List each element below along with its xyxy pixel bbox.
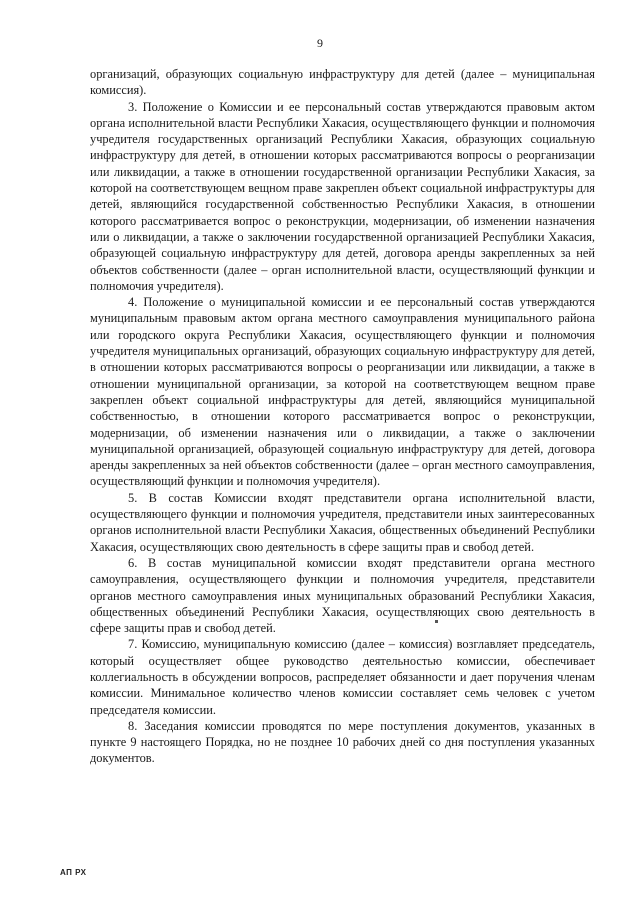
paragraph-4: 4. Положение о муниципальной комиссии и ее персональный состав утверждаются муниципальным правовым актом органа местного самоуправления муниципального района или городского округа Республики Хакасия, осуществляющего функции и полномочия учредителя муниципальных организаций, образующих социальную инфраструктуру для детей, в отношении которых рассматриваются вопросы о реорганизации или ликвидации, а также в отношении муниципальной организации, за которой на соответствующем вещном праве закреплен объект социальной инфраструктуры для детей, являющийся муниципальной собственностью, в отношении которого рассматривается вопрос о реконструкции, модернизации, об изменении назначения или о ликвидации, а также о заключении муниципальной организацией, образующей социальную инфраструктуру для детей, договора аренды закрепленных за ней объектов собственности (далее – орган местного самоуправления, осуществляющий функции и полномочия учредителя). [90, 295, 595, 489]
footer-mark: АП РХ [60, 868, 87, 877]
paragraph-3: 3. Положение о Комиссии и ее персональный состав утверждаются правовым актом органа исполнительной власти Республики Хакасия, осуществляющего функции и полномочия учредителя государственных организаций Республики Хакасия, образующих социальную инфраструктуру для детей, в отношении которых рассматриваются вопросы о реорганизации или ликвидации, а также в отношении государственной организации Республики Хакасия, за которой на соответствующем вещном праве закреплен объект социальной инфраструктуры для детей, являющийся государственной собственностью Республики Хакасия, в отношении которого рассматривается вопрос о реконструкции, модернизации, об изменении назначения или о ликвидации, а также о заключении государственной организацией Республики Хакасия, образующей социальную инфраструктуру для детей, договора аренды закрепленных за ней объектов собственности (далее – орган исполнительной власти, осуществляющий функции и полномочия учредителя). [90, 99, 595, 293]
paragraph-continuation: организаций, образующих социальную инфраструктуру для детей (далее – муниципальная комиссия). [90, 67, 595, 98]
paragraph-7: 7. Комиссию, муниципальную комиссию (далее – комиссия) возглавляет председатель, который осуществляет общее руководство деятельностью комиссии, обеспечивает коллегиальность в обсуждении вопросов, распределяет обязанности и дает поручения членам комиссии. Минимальное количество членов комиссии составляет семь человек с учетом председателя комиссии. [90, 637, 595, 717]
page-number: 9 [317, 36, 323, 50]
paragraph-8: 8. Заседания комиссии проводятся по мере поступления документов, указанных в пункте 9 настоящего Порядка, но не позднее 10 рабочих дней со дня поступления указанных документов. [90, 718, 595, 766]
paragraph-6: 6. В состав муниципальной комиссии входят представители органа местного самоуправления, осуществляющего функции и полномочия учредителя, представители органов местного самоуправления иных муниципальных образований Республики Хакасия, общественных объединений Республики Хакасия, осуществляющих свою деятельность в сфере защиты прав и свобод детей. [90, 555, 595, 636]
scan-speck [435, 620, 438, 623]
paragraph-5: 5. В состав Комиссии входят представители органа исполнительной власти, осуществляющего функции и полномочия учредителя, представители иных заинтересованных органов исполнительной власти Республики Хакасия, общественных объединений Республики Хакасия, осуществляющих свою деятельность в сфере защиты прав и свобод детей. [90, 490, 595, 554]
document-body [90, 66, 595, 767]
